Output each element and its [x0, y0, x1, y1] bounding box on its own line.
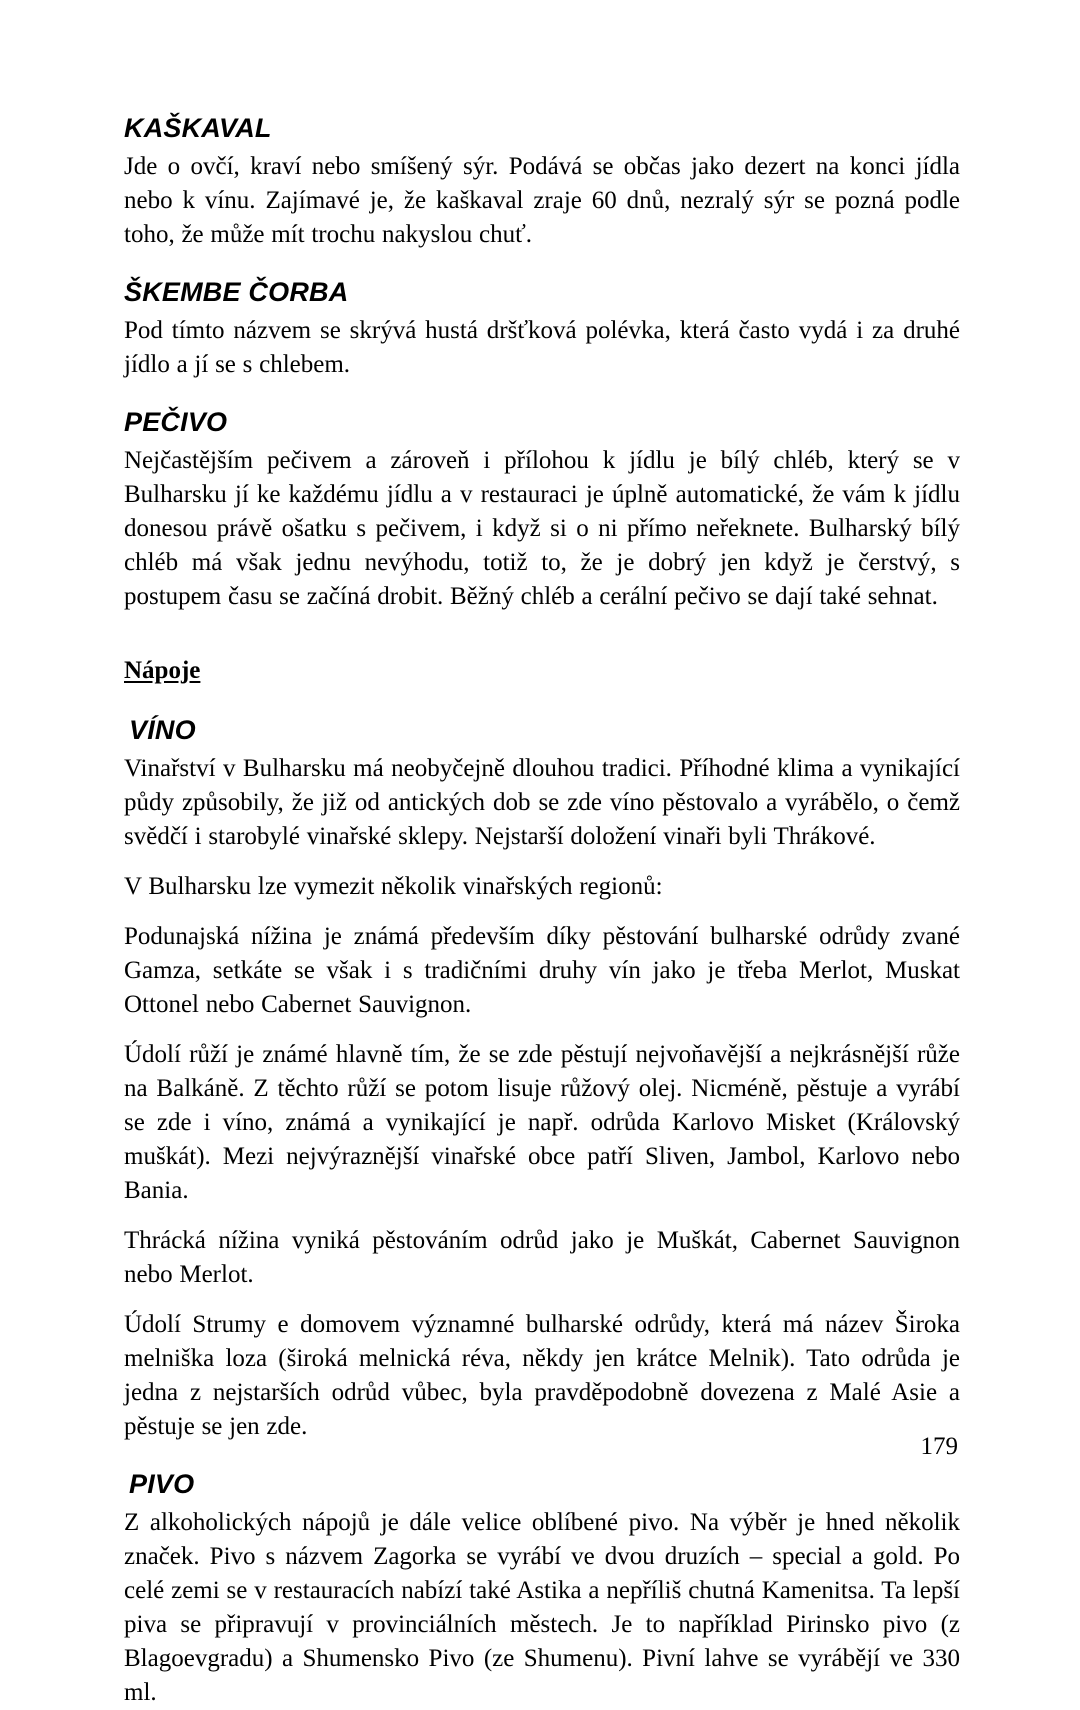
section-heading-skembe-corba: ŠKEMBE ČORBA: [124, 277, 349, 307]
section-paragraph-pecivo: Nejčastějším pečivem a zároveň i přílohou k jídlu je bílý chléb, který se v Bulharsku jí ke každému jídlu a v restauraci je úplně automatické, že vám k jídlu donesou právě ošatku s pečivem, i když si o ni přímo neřeknete. Bulharský bílý chléb má však jednu nevýhodu, totiž to, že je dobrý jen když je čerstvý, s postupem času se začíná drobit. Běžný chléb a cerální pečivo se dají také sehnat.: [124, 447, 960, 610]
section-heading-pivo: PIVO: [129, 1469, 195, 1499]
vino-paragraph-5: Thrácká nížina vyniká pěstováním odrůd jako je Muškát, Cabernet Sauvignon nebo Merlot.: [124, 1227, 960, 1288]
subheading-napoje: Nápoje: [124, 657, 201, 684]
vino-paragraph-3: Podunajská nížina je známá především díky pěstování bulharské odrůdy zvané Gamza, setkáte se však i s tradičními druhy vín jako je třeba Merlot, Muskat Ottonel nebo Cabernet Sauvignon.: [124, 923, 960, 1018]
subheading-napoje-wrap: [124, 630, 960, 690]
vino-paragraph-4: Údolí růží je známé hlavně tím, že se zde pěstují nejvoňavější a nejkrásnější růže na Balkáně. Z těchto růží se potom lisuje růžový olej. Nicméně, pěstuje a vyrábí se zde i víno, známá a vynikající je např. odrůda Karlovo Misket (Královský muškát). Mezi nejvýraznější vinařské obce patří Sliven, Jambol, Karlovo nebo Bania.: [124, 1041, 960, 1204]
section-paragraph-skembe-corba: Pod tímto názvem se skrývá hustá dršťková polévka, která často vydá i za druhé jídlo a jí se s chlebem.: [124, 317, 960, 378]
vino-paragraph-6: Údolí Strumy e domovem významné bulharské odrůdy, která má název Široka melniška loza (široká melnická réva, někdy jen krátce Melnik). Tato odrůda je jedna z nejstarších odrůd vůbec, byla pravděpodobně dovezena z Malé Asie a pěstuje se jen zde.: [124, 1311, 960, 1440]
vino-paragraph-2: V Bulharsku lze vymezit několik vinařských regionů:: [124, 873, 663, 900]
section-paragraph-kaskaval: Jde o ovčí, kraví nebo smíšený sýr. Podává se občas jako dezert na konci jídla nebo k vínu. Zajímavé je, že kaškaval zraje 60 dnů, nezralý sýr se pozná podle toho, že může mít trochu nakyslou chuť.: [124, 153, 960, 248]
section-heading-pecivo: PEČIVO: [124, 407, 228, 437]
section-heading-kaskaval: KAŠKAVAL: [124, 113, 272, 143]
vino-paragraph-1: Vinařství v Bulharsku má neobyčejně dlouhou tradici. Příhodné klima a vynikající půdy způsobily, že již od antických dob se zde víno pěstovalo a vyrábělo, o čemž svědčí i starobylé vinařské sklepy. Nejstarší doložení vinaři byli Thrákové.: [124, 755, 960, 850]
page-number: 179: [920, 1433, 958, 1460]
page-content: [124, 112, 960, 1710]
pivo-paragraph-1: Z alkoholických nápojů je dále velice oblíbené pivo. Na výběr je hned několik značek. Pivo s názvem Zagorka se vyrábí ve dvou druzích – special a gold. Po celé zemi se v restauracích nabízí také Astika a nepříliš chutná Kamenitsa. Ta lepší piva se připravují v provinciálních městech. Je to například Pirinsko pivo (z Blagoevgradu) a Shumensko Pivo (ze Shumenu). Pivní lahve se vyrábějí ve 330 ml.: [124, 1509, 960, 1706]
section-heading-vino: VÍNO: [129, 715, 196, 745]
